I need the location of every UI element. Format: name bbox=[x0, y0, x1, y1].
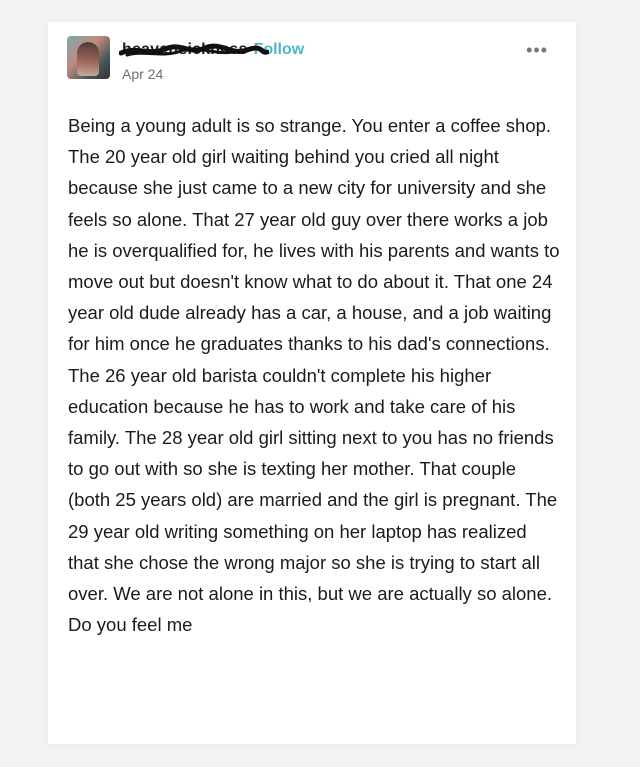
follow-button[interactable]: Follow bbox=[253, 41, 305, 58]
post-date: Apr 24 bbox=[122, 66, 164, 82]
more-options-icon[interactable]: ••• bbox=[526, 40, 548, 60]
avatar-photo bbox=[77, 42, 99, 76]
post-card bbox=[48, 22, 576, 744]
post-body: Being a young adult is so strange. You enter a coffee shop. The 20 year old girl waiting behind you cried all night because she just came to a new city for university and she feels so alone. That 27 year old guy over there works a job he is overqualified for, he lives with his parents and wants to move out but doesn't know what to do about it. That one 24 year old dude already has a car, a house, and a job waiting for him once he graduates thanks to his dad's connections. The 26 year old barista couldn't complete his higher education because he has to work and take care of his family. The 28 year old girl sitting next to you has no friends to go out with so she is texting her mother. That couple (both 25 years old) are married and the girl is pregnant. The 29 year old writing something on her laptop has realized that she chose the wrong major so she is trying to start all over. We are not alone in this, but we are actually so alone. Do you feel me bbox=[68, 115, 560, 636]
avatar[interactable] bbox=[67, 36, 110, 79]
post-header bbox=[48, 22, 576, 102]
author-row bbox=[122, 39, 304, 61]
username[interactable]: heavensickness bbox=[122, 41, 248, 58]
